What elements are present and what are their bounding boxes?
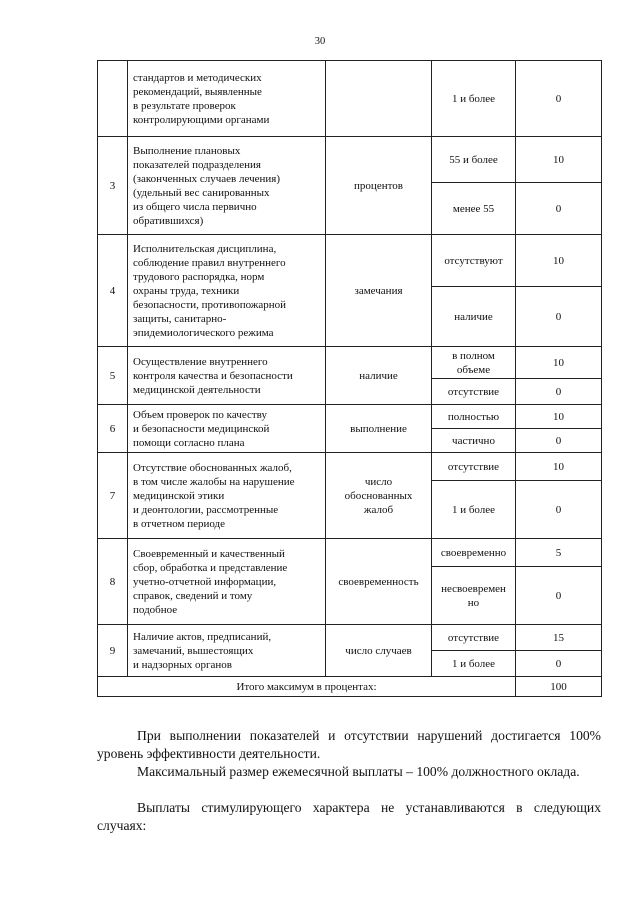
condition-line: 1 и более	[451, 92, 496, 105]
condition-cell	[432, 379, 516, 405]
condition-line: несвоевремен	[441, 582, 506, 595]
condition-cell	[432, 287, 516, 347]
unit-line: жалоб	[363, 503, 394, 516]
criterion-number	[98, 61, 128, 137]
paragraph: При выполнении показателей и отсутствии нарушений достигается 100% уровень эффективности деятельности.	[97, 728, 601, 761]
indicator-line: Исполнительская дисциплина,	[133, 242, 277, 255]
criterion-number: 4	[98, 235, 128, 347]
table-row	[98, 539, 602, 567]
table-row	[98, 347, 602, 379]
indicator-line: Осуществление внутреннего	[133, 355, 268, 368]
indicator-line: показателей подразделения	[133, 158, 261, 171]
indicator-line: рекомендаций, выявленные	[133, 85, 262, 98]
indicator-line: Отсутствие обоснованных жалоб,	[133, 461, 292, 474]
unit-line: процентов	[354, 179, 403, 192]
indicator-line: сбор, обработка и представление	[133, 561, 288, 574]
total-label: Итого максимум в процентах:	[98, 677, 516, 697]
indicator-line: в том числе жалобы на нарушение	[133, 475, 295, 488]
indicator-line: Своевременный и качественный	[133, 547, 285, 560]
indicator-line: (законченных случаев лечения)	[133, 172, 281, 185]
criterion-number: 3	[98, 137, 128, 235]
performance-criteria-table	[97, 60, 602, 697]
condition-line: отсутствие	[447, 631, 500, 644]
indicator-line: Выполнение плановых	[133, 144, 241, 157]
indicator-cell	[128, 235, 326, 347]
unit-line: замечания	[354, 284, 403, 297]
condition-cell	[432, 567, 516, 625]
condition-line: но	[467, 596, 480, 609]
indicator-line: безопасности, противопожарной	[133, 298, 287, 311]
indicator-line: и надзорных органов	[133, 658, 232, 671]
condition-cell	[432, 347, 516, 379]
score-cell: 0	[516, 567, 602, 625]
indicator-line: медицинской этики	[133, 489, 225, 502]
indicator-line: помощи согласно плана	[133, 436, 245, 449]
total-row	[98, 677, 602, 697]
indicator-line: охраны труда, техники	[133, 284, 240, 297]
indicator-line: учетно-отчетной информации,	[133, 575, 277, 588]
indicator-line: и деонтологии, рассмотренные	[133, 503, 279, 516]
score-cell: 0	[516, 651, 602, 677]
condition-line: полностью	[447, 410, 500, 423]
unit-line: число случаев	[345, 644, 412, 657]
indicator-line: подобное	[133, 603, 178, 616]
indicator-line: контроля качества и безопасности	[133, 369, 293, 382]
condition-line: менее 55	[452, 202, 495, 215]
score-cell: 0	[516, 183, 602, 235]
score-cell: 10	[516, 405, 602, 429]
indicator-line: трудового распорядка, норм	[133, 270, 265, 283]
indicator-line: в результате проверок	[133, 99, 236, 112]
indicator-line: Объем проверок по качеству	[133, 408, 267, 421]
unit-line: число	[364, 475, 393, 488]
condition-cell	[432, 183, 516, 235]
table-row	[98, 625, 602, 651]
condition-line: 55 и более	[449, 153, 498, 166]
criterion-number: 6	[98, 405, 128, 453]
table-row	[98, 453, 602, 481]
indicator-cell	[128, 61, 326, 137]
condition-line: отсутствие	[447, 385, 500, 398]
paragraph: Максимальный размер ежемесячной выплаты – 100% должностного оклада.	[137, 764, 580, 779]
condition-line: наличие	[454, 310, 493, 323]
condition-cell	[432, 405, 516, 429]
indicator-line: соблюдение правил внутреннего	[133, 256, 286, 269]
unit-cell	[326, 539, 432, 625]
indicator-cell	[128, 137, 326, 235]
indicator-cell	[128, 405, 326, 453]
condition-cell	[432, 61, 516, 137]
score-cell: 10	[516, 347, 602, 379]
score-cell: 10	[516, 235, 602, 287]
unit-cell	[326, 347, 432, 405]
score-cell: 0	[516, 481, 602, 539]
condition-line: в полном	[452, 349, 495, 362]
score-cell: 10	[516, 453, 602, 481]
condition-cell	[432, 453, 516, 481]
condition-cell	[432, 429, 516, 453]
criterion-number: 9	[98, 625, 128, 677]
criterion-number: 7	[98, 453, 128, 539]
indicator-line: защиты, санитарно-	[133, 312, 227, 325]
indicator-line: эпидемиологического режима	[133, 326, 274, 339]
condition-cell	[432, 539, 516, 567]
page-number: 30	[314, 36, 326, 47]
score-cell: 5	[516, 539, 602, 567]
score-cell: 0	[516, 287, 602, 347]
score-cell: 0	[516, 379, 602, 405]
condition-line: 1 и более	[451, 657, 496, 670]
unit-cell	[326, 625, 432, 677]
indicator-cell	[128, 453, 326, 539]
indicator-cell	[128, 539, 326, 625]
indicator-line: Наличие актов, предписаний,	[133, 630, 272, 643]
condition-line: частично	[452, 434, 495, 447]
unit-line: обоснованных	[344, 489, 413, 502]
score-cell: 15	[516, 625, 602, 651]
condition-cell	[432, 651, 516, 677]
indicator-line: из общего числа первично	[133, 200, 257, 213]
criterion-number: 8	[98, 539, 128, 625]
indicator-line: в отчетном периоде	[133, 517, 226, 530]
unit-cell	[326, 453, 432, 539]
total-value: 100	[516, 677, 602, 697]
indicator-line: контролирующими органами	[133, 113, 270, 126]
indicator-line: обратившихся)	[133, 214, 204, 227]
condition-line: своевременно	[440, 546, 507, 559]
unit-line: выполнение	[350, 422, 407, 435]
indicator-line: медицинской деятельности	[133, 383, 261, 396]
score-cell: 10	[516, 137, 602, 183]
table-row	[98, 405, 602, 429]
condition-line: отсутствуют	[444, 254, 503, 267]
table-row	[98, 61, 602, 137]
unit-line: своевременность	[338, 575, 419, 588]
unit-line: наличие	[359, 369, 398, 382]
unit-cell	[326, 405, 432, 453]
unit-cell	[326, 235, 432, 347]
criterion-number: 5	[98, 347, 128, 405]
unit-cell	[326, 61, 432, 137]
condition-cell	[432, 481, 516, 539]
indicator-line: стандартов и методических	[133, 71, 262, 84]
unit-cell	[326, 137, 432, 235]
indicator-line: (удельный вес санированных	[133, 186, 270, 199]
table-row	[98, 235, 602, 287]
condition-line: объеме	[456, 363, 491, 376]
condition-line: отсутствие	[447, 460, 500, 473]
score-cell: 0	[516, 61, 602, 137]
indicator-line: замечаний, вышестоящих	[133, 644, 254, 657]
indicator-line: и безопасности медицинской	[133, 422, 270, 435]
indicator-line: справок, сведений и тому	[133, 589, 253, 602]
paragraph: Выплаты стимулирующего характера не устанавливаются в следующих случаях:	[97, 800, 601, 833]
condition-line: 1 и более	[451, 503, 496, 516]
condition-cell	[432, 625, 516, 651]
score-cell: 0	[516, 429, 602, 453]
condition-cell	[432, 235, 516, 287]
indicator-cell	[128, 625, 326, 677]
table-row	[98, 137, 602, 183]
indicator-cell	[128, 347, 326, 405]
condition-cell	[432, 137, 516, 183]
